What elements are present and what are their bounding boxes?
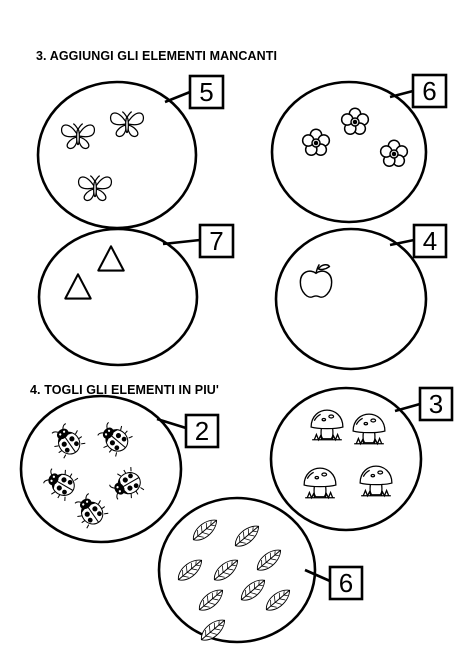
mushroom-icon	[360, 466, 392, 496]
butterfly-icon	[62, 124, 95, 149]
section-add-title: 3. AGGIUNGI GLI ELEMENTI MANCANTI	[36, 49, 278, 63]
leaf-icon	[262, 585, 293, 614]
number-box-value: 7	[209, 226, 224, 256]
leaf-icon	[237, 575, 268, 604]
butterfly-icon	[111, 112, 144, 137]
exercise-circle-apple	[276, 229, 426, 369]
connector-line	[165, 92, 190, 102]
connector-line	[305, 570, 330, 581]
flower-icon	[342, 108, 369, 134]
leaf-icon	[253, 545, 284, 574]
ladybug-icon	[107, 465, 146, 504]
leaf-icon	[231, 521, 262, 550]
exercise-circle-triangles	[39, 229, 197, 365]
ladybug-icon	[47, 420, 87, 460]
exercise-circle-butterflies	[38, 82, 196, 228]
mushroom-icon	[311, 410, 343, 440]
apple-icon	[300, 264, 331, 297]
number-box-value: 3	[428, 389, 444, 419]
number-box-value: 4	[422, 226, 438, 256]
number-box-value: 6	[338, 568, 354, 598]
triangle-icon	[65, 274, 90, 298]
ladybug-icon	[94, 418, 134, 458]
leaf-icon	[174, 555, 205, 584]
leaf-icon	[210, 555, 241, 584]
mushroom-icon	[304, 468, 336, 498]
mushroom-icon	[353, 414, 385, 444]
connector-line	[163, 240, 200, 244]
leaf-icon	[189, 515, 220, 544]
ladybug-icon	[41, 464, 80, 503]
ladybug-icon	[70, 490, 110, 530]
flower-icon	[303, 129, 330, 155]
butterfly-icon	[79, 176, 112, 201]
number-box-value: 5	[199, 77, 214, 107]
flower-icon	[381, 140, 408, 166]
section-remove-title: 4. TOGLI GLI ELEMENTI IN PIU'	[30, 383, 219, 397]
connector-line	[157, 419, 186, 428]
leaf-icon	[195, 585, 226, 614]
triangle-icon	[98, 246, 123, 270]
number-box-value: 6	[422, 76, 437, 106]
number-box-value: 2	[194, 416, 210, 446]
